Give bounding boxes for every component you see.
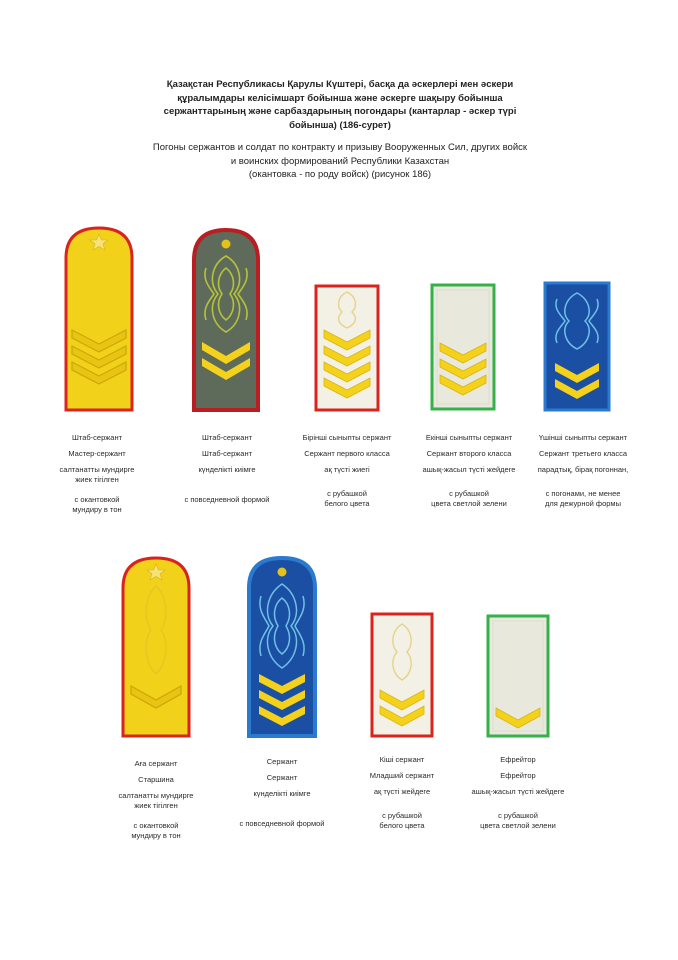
caption-board-4 [404, 433, 534, 509]
caption-line: Сержант второго класса [426, 449, 512, 458]
caption-board-7 [217, 757, 347, 829]
title-kz-line: бойынша) (186-сурет) [289, 119, 391, 131]
caption-line: с окантовкой [74, 495, 120, 504]
caption-line: ашық-жасыл түсті жейдеге [471, 787, 565, 796]
shoulder-board-junior-sergeant [370, 612, 434, 738]
title-russian [90, 141, 590, 182]
caption-line: Кіші сержант [379, 755, 425, 764]
title-ru-line: Погоны сержантов и солдат по контракту и призыву Вооруженных Сил, других войск [152, 142, 528, 153]
caption-board-9 [453, 755, 583, 831]
caption-line: с рубашкой [498, 811, 538, 820]
title-kazakh [90, 78, 590, 132]
shoulder-board-corporal [486, 614, 550, 738]
caption-line: Аға сержант [134, 759, 178, 768]
caption-board-1 [32, 433, 162, 515]
caption-line: Мастер-сержант [68, 449, 126, 458]
title-kz-line: Қазақстан Республикасы Қарулы Күштері, басқа да әскерлері мен әскери [166, 79, 514, 90]
caption-line: с погонами, не менее [545, 489, 621, 498]
caption-line: Сержант первого класса [304, 449, 390, 458]
caption-line: мундиру в тон [131, 831, 181, 840]
title-kz-line: құралымдары келісімшарт бойынша және әскерге шақыру бойынша [177, 92, 503, 104]
shoulder-board-staff-sergeant-daily [192, 228, 260, 412]
caption-line: с рубашкой [449, 489, 489, 498]
caption-line: парадтық, бірақ погоннан, [537, 465, 629, 474]
shoulder-board-sergeant-third-class [543, 281, 611, 412]
caption-line: салтанатты мундирге [118, 791, 194, 800]
caption-line: с окантовкой [133, 821, 179, 830]
caption-line: с повседневной формой [184, 495, 270, 504]
caption-line: ақ түсті жиегі [324, 465, 370, 474]
title-kz-line: сержанттарының және сарбаздарының погондары (кантарлар - әскер түрі [163, 106, 517, 117]
caption-line: Ефрейтор [500, 755, 536, 764]
caption-line: белого цвета [379, 821, 425, 830]
caption-board-5 [518, 433, 648, 509]
caption-line: цвета светлой зелени [480, 821, 556, 830]
caption-line: Старшина [138, 775, 174, 784]
title-ru-line: и воинских формирований Республики Казахстан [230, 155, 450, 167]
caption-line: Сержант третьего класса [538, 449, 628, 458]
caption-board-6 [91, 759, 221, 841]
caption-line: күнделікті киімге [253, 789, 311, 798]
caption-line: күнделікті киімге [198, 465, 256, 474]
caption-line: ақ түсті жейдеге [373, 787, 431, 796]
caption-line: Сержант [266, 757, 298, 766]
caption-line: Сержант [266, 773, 298, 782]
shoulder-board-staff-sergeant-ceremonial [64, 226, 134, 412]
caption-line: с рубашкой [382, 811, 422, 820]
caption-line: Младший сержант [369, 771, 435, 780]
caption-line: Бірінші сыныпты сержант [302, 433, 392, 442]
caption-line: жиек тігілген [134, 801, 178, 810]
caption-line: салтанатты мундирге [59, 465, 135, 474]
emblem-icon [278, 568, 287, 577]
caption-board-2 [162, 433, 292, 505]
caption-line: жиек тігілген [75, 475, 119, 484]
caption-line: Штаб-сержант [201, 449, 253, 458]
caption-board-3 [282, 433, 412, 509]
emblem-icon [222, 240, 231, 249]
shoulder-board-senior-sergeant [121, 556, 191, 738]
caption-line: для дежурной формы [545, 499, 621, 508]
caption-line: белого цвета [324, 499, 370, 508]
shoulder-board-sergeant-first-class [314, 284, 380, 412]
caption-line: с рубашкой [327, 489, 367, 498]
caption-line: Ефрейтор [500, 771, 536, 780]
caption-line: цвета светлой зелени [431, 499, 507, 508]
caption-line: Штаб-сержант [201, 433, 253, 442]
shoulder-board-sergeant-second-class [430, 283, 496, 411]
caption-board-8 [337, 755, 467, 831]
caption-line: Үшінші сыныпты сержант [538, 433, 628, 442]
shoulder-board-sergeant [247, 556, 317, 738]
caption-line: ашық-жасыл түсті жейдеге [422, 465, 516, 474]
caption-line: с повседневной формой [239, 819, 325, 828]
title-ru-line: (окантовка - по роду войск) (рисунок 186) [248, 169, 432, 180]
caption-line: Екінші сыныпты сержант [425, 433, 513, 442]
caption-line: Штаб-сержант [71, 433, 123, 442]
caption-line: мундиру в тон [72, 505, 122, 514]
